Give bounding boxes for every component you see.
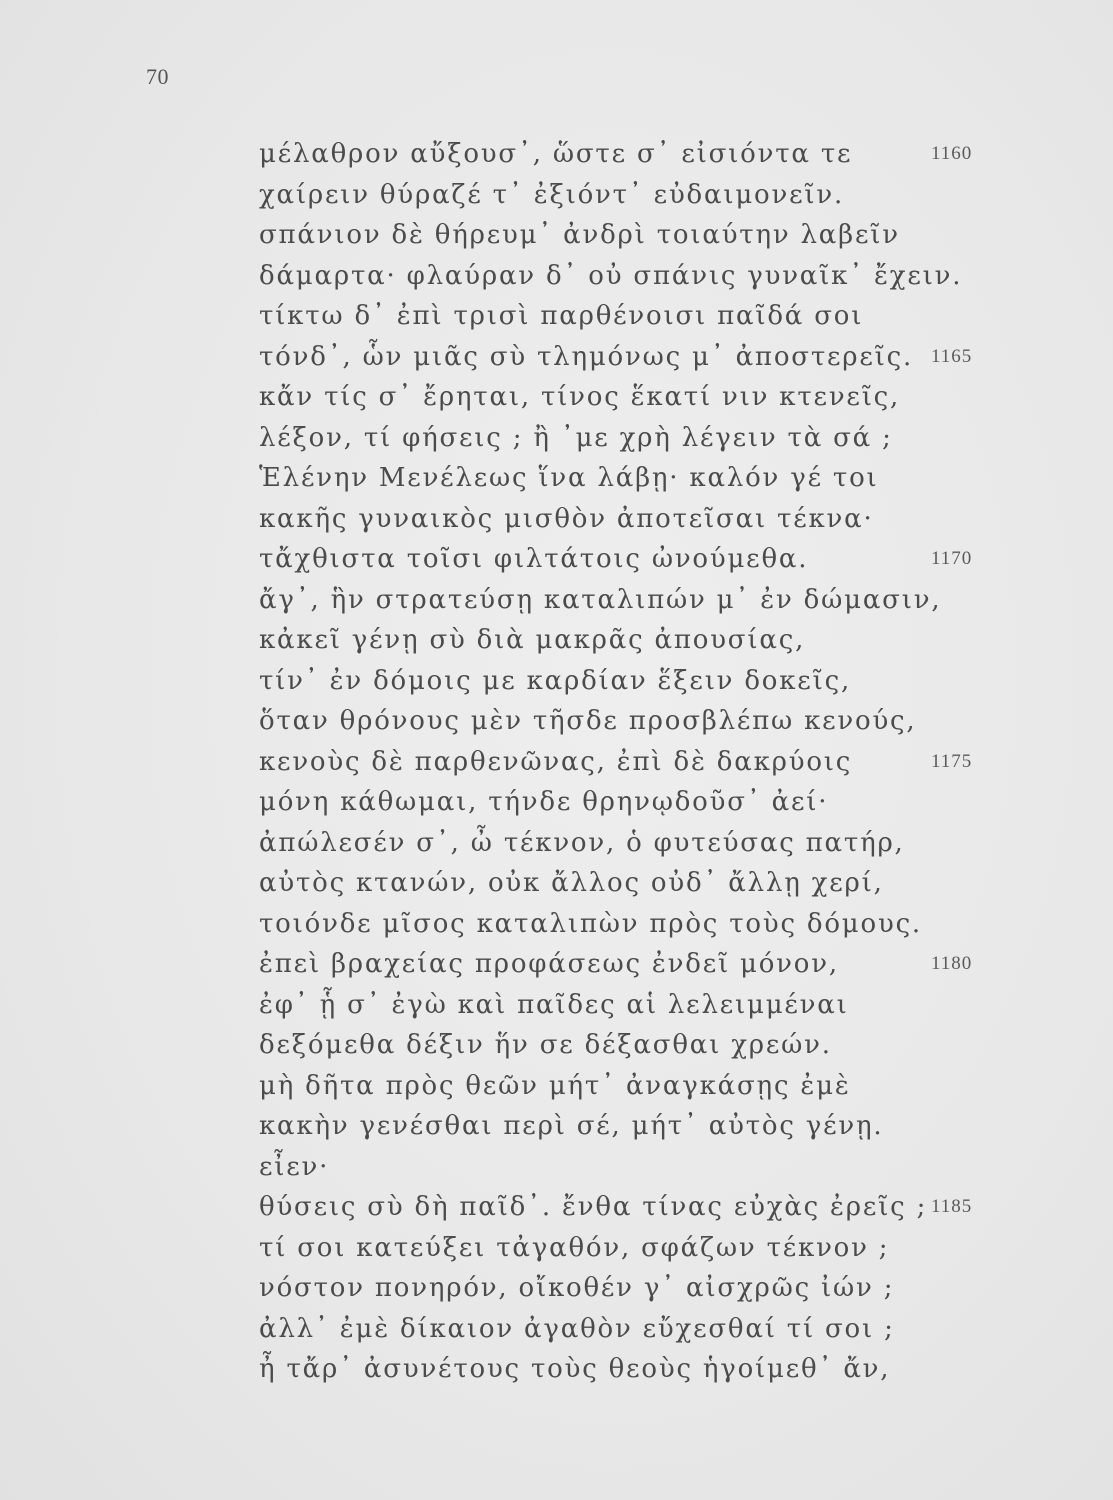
verse-text: εἶεν· <box>259 1151 330 1182</box>
verse-line <box>259 580 1019 621</box>
verse-line <box>259 418 1019 459</box>
verse-text: τἄχθιστα τοῖσι φιλτάτοις ὠνούμεθα. <box>259 544 809 574</box>
verse-line <box>259 1228 1019 1269</box>
verse-text: ἐφ᾽ ᾗ σ᾽ ἐγὼ καὶ παῖδες αἱ λελειμμέναι <box>259 989 849 1020</box>
verse-text: ἀπώλεσέν σ᾽, ὦ τέκνον, ὁ φυτεύσας πατήρ, <box>259 827 905 858</box>
verse-line <box>259 499 1019 540</box>
verse-block <box>259 134 1019 1390</box>
verse-text: δάμαρτα· φλαύραν δ᾽ οὐ σπάνις γυναῖκ᾽ ἔχειν. <box>259 260 963 291</box>
verse-line <box>259 620 1019 661</box>
verse-line <box>259 863 1019 904</box>
verse-line <box>259 1268 1019 1309</box>
verse-line <box>259 1309 1019 1350</box>
verse-line <box>259 661 1019 702</box>
verse-line <box>259 944 1019 985</box>
verse-line <box>259 904 1019 945</box>
verse-text: τοιόνδε μῖσος καταλιπὼν πρὸς τοὺς δόμους. <box>259 908 922 939</box>
verse-line <box>259 175 1019 216</box>
line-number: 1185 <box>931 1196 973 1217</box>
verse-line <box>259 458 1019 499</box>
verse-text: κἄν τίς σ᾽ ἔρηται, τίνος ἕκατί νιν κτενεῖς, <box>259 382 901 412</box>
line-number: 1160 <box>931 143 973 164</box>
verse-text: τόνδ᾽, ὧν μιᾶς σὺ τλημόνως μ᾽ ἀποστερεῖς. <box>259 341 914 372</box>
verse-text: δεξόμεθα δέξιν ἥν σε δέξασθαι χρεών. <box>259 1030 832 1060</box>
verse-line <box>259 742 1019 783</box>
verse-line <box>259 701 1019 742</box>
verse-text: κακὴν γενέσθαι περὶ σέ, μήτ᾽ αὐτὸς γένῃ. <box>259 1111 884 1141</box>
verse-line <box>259 539 1019 580</box>
verse-text: νόστον πονηρόν, οἴκοθέν γ᾽ αἰσχρῶς ἰών ; <box>259 1273 895 1303</box>
verse-line <box>259 985 1019 1026</box>
verse-text: Ἑλένην Μενέλεως ἵνα λάβῃ· καλόν γέ τοι <box>259 463 879 493</box>
verse-line <box>259 1025 1019 1066</box>
verse-line <box>259 134 1019 175</box>
verse-text: θύσεις σὺ δὴ παῖδ᾽. ἔνθα τίνας εὐχὰς ἐρεῖς ; <box>259 1192 928 1222</box>
line-number: 1175 <box>931 750 973 772</box>
verse-line <box>259 782 1019 823</box>
page-number: 70 <box>146 64 169 89</box>
verse-line <box>259 337 1019 378</box>
verse-text: ἀλλ᾽ ἐμὲ δίκαιον ἀγαθὸν εὔχεσθαί τί σοι ; <box>259 1313 895 1344</box>
line-number: 1170 <box>931 548 973 569</box>
verse-text: χαίρειν θύραζέ τ᾽ ἐξιόντ᾽ εὐδαιμονεῖν. <box>259 179 845 210</box>
verse-text: κακῆς γυναικὸς μισθὸν ἀποτεῖσαι τέκνα· <box>259 503 874 534</box>
verse-line <box>259 256 1019 297</box>
verse-line <box>259 215 1019 256</box>
verse-text: ἐπεὶ βραχείας προφάσεως ἐνδεῖ μόνον, <box>259 949 839 979</box>
verse-text: κἀκεῖ γένῃ σὺ διὰ μακρᾶς ἀπουσίας, <box>259 625 806 655</box>
verse-text: τίν᾽ ἐν δόμοις με καρδίαν ἕξειν δοκεῖς, <box>259 665 852 696</box>
verse-line <box>259 1349 1019 1390</box>
verse-text: τίκτω δ᾽ ἐπὶ τρισὶ παρθένοισι παῖδά σοι <box>259 301 864 331</box>
verse-text: μόνη κάθωμαι, τήνδε θρηνῳδοῦσ᾽ ἀεί· <box>259 787 829 817</box>
line-number: 1180 <box>931 953 973 974</box>
verse-text: λέξον, τί φήσεις ; ἢ ᾽με χρὴ λέγειν τὰ σά ; <box>259 422 893 453</box>
verse-text: μέλαθρον αὔξουσ᾽, ὥστε σ᾽ εἰσιόντα τε <box>259 139 853 169</box>
verse-line <box>259 1187 1019 1228</box>
verse-line <box>259 1066 1019 1107</box>
verse-text: σπάνιον δὲ θήρευμ᾽ ἀνδρὶ τοιαύτην λαβεῖν <box>259 220 900 250</box>
verse-line <box>259 1147 1019 1188</box>
verse-line <box>259 296 1019 337</box>
verse-text: τί σοι κατεύξει τἀγαθόν, σφάζων τέκνον ; <box>259 1232 890 1263</box>
verse-text: ἦ τἄρ᾽ ἀσυνέτους τοὺς θεοὺς ἡγοίμεθ᾽ ἄν, <box>259 1354 891 1384</box>
verse-line <box>259 1106 1019 1147</box>
verse-line <box>259 377 1019 418</box>
verse-text: αὐτὸς κτανών, οὐκ ἄλλος οὐδ᾽ ἄλλῃ χερί, <box>259 868 884 898</box>
verse-line <box>259 823 1019 864</box>
verse-text: μὴ δῆτα πρὸς θεῶν μήτ᾽ ἀναγκάσῃς ἐμὲ <box>259 1070 851 1101</box>
verse-text: ἄγ᾽, ἣν στρατεύσῃ καταλιπών μ᾽ ἐν δώμασιν, <box>259 584 942 615</box>
verse-text: ὅταν θρόνους μὲν τῆσδε προσβλέπω κενούς, <box>259 706 917 736</box>
line-number: 1165 <box>931 345 973 367</box>
verse-text: κενοὺς δὲ παρθενῶνας, ἐπὶ δὲ δακρύοις <box>259 746 853 777</box>
